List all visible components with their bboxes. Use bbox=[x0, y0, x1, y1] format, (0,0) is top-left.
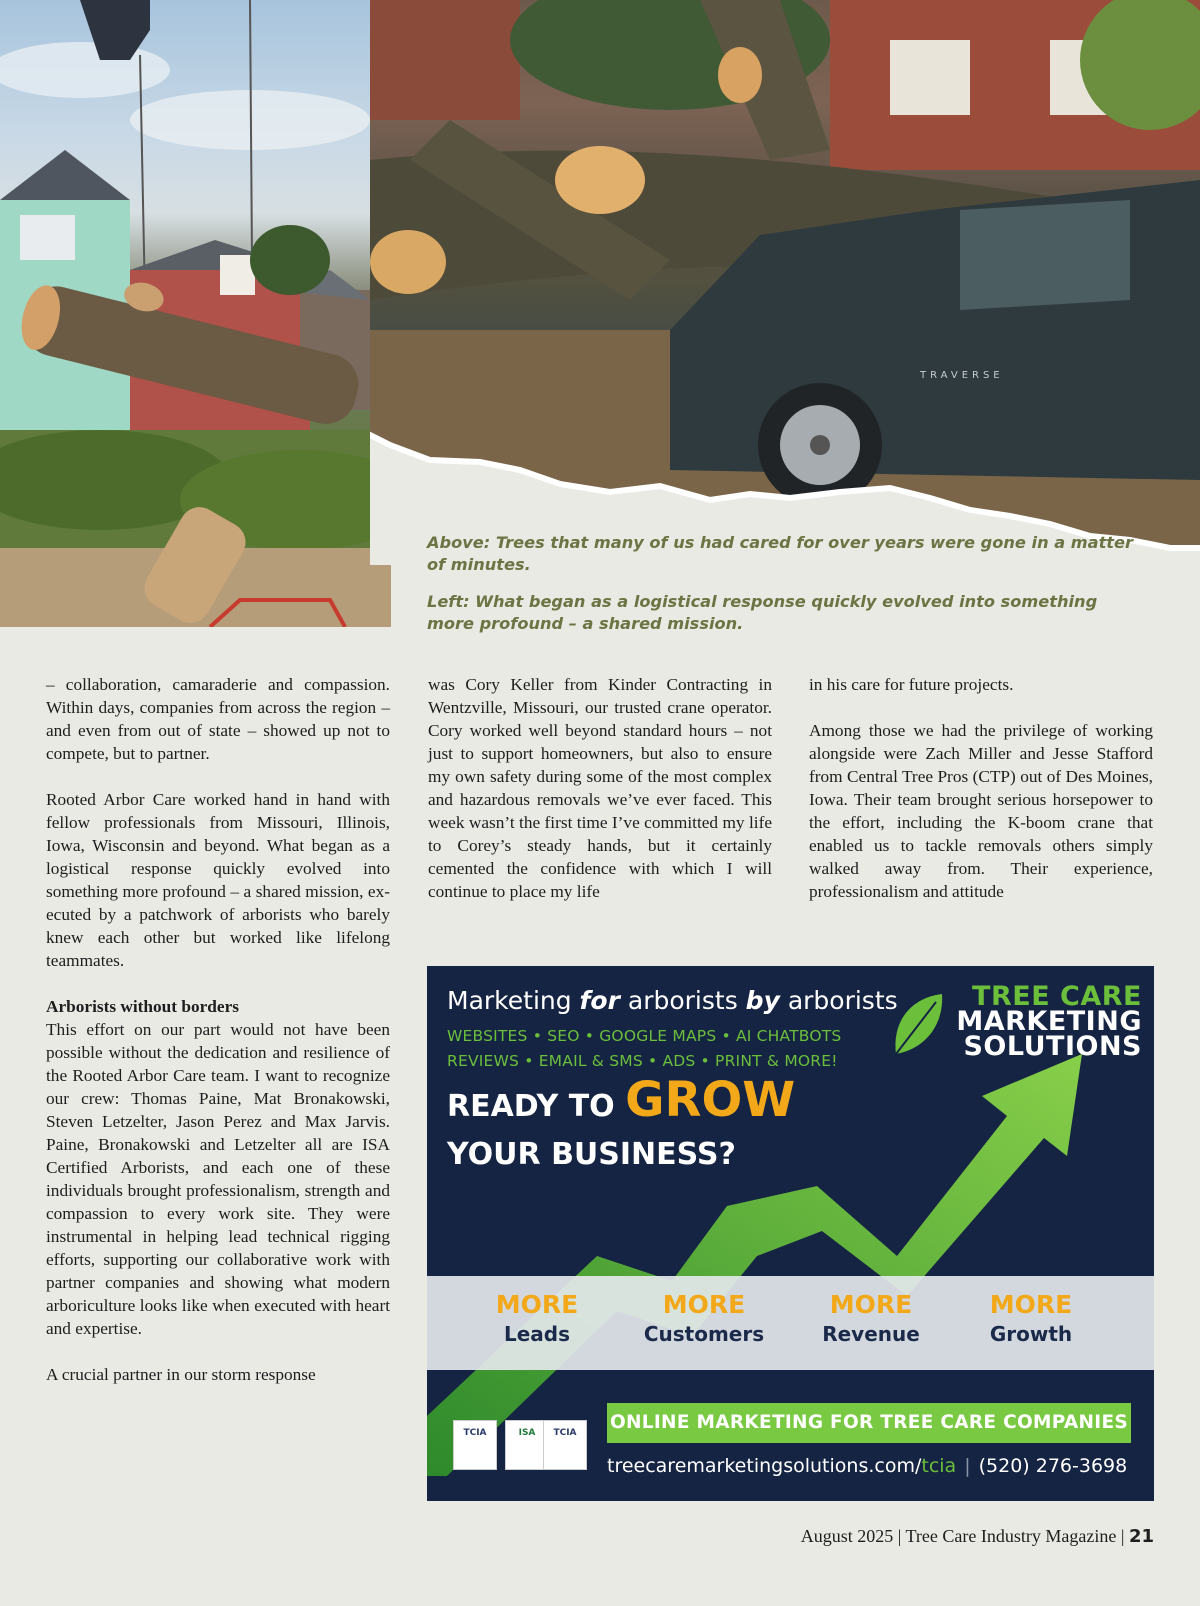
ad-services-line: REVIEWS • EMAIL & SMS • ADS • PRINT & MORE! bbox=[447, 1052, 838, 1070]
ad-headline-line2: YOUR BUSINESS? bbox=[447, 1137, 736, 1172]
tcia-accredited-badge-icon: TCIA bbox=[543, 1420, 587, 1470]
paragraph: was Cory Keller from Kinder Contracting in Wentzville, Missouri, our trusted crane operator. Cory worked well beyond standard hours – not just to support homeowners, but also to ensure my own safety during some of the most complex and hazardous removals we’ve ever faced. This week wasn’t the first time I’ve committed my life to Corey’s steady hands, but it certainly cemented the confidence with which I will continue to place my life bbox=[428, 675, 772, 901]
ad-tagline-part: arborists bbox=[779, 986, 898, 1015]
caption-above-photo: Above: Trees that many of us had cared for over years were gone in a matter of minutes. bbox=[427, 533, 1134, 574]
ad-website-link-suffix[interactable]: tcia bbox=[921, 1455, 957, 1477]
paragraph: A crucial partner in our storm response bbox=[46, 1365, 316, 1384]
ad-tagline-part: for bbox=[579, 986, 620, 1015]
ad-headline-grow: GROW bbox=[625, 1072, 796, 1128]
ad-services-list bbox=[447, 1024, 841, 1074]
logo-line: MARKETING bbox=[956, 1006, 1142, 1037]
advertisement-tree-care-marketing[interactable] bbox=[427, 966, 1154, 1501]
separator: | bbox=[964, 1455, 971, 1477]
paragraph: Among those we had the privilege of working alongside were Zach Miller and Jesse Stafford from Central Tree Pros (CTP) out of Des Moines, Iowa. Their team brought serious horsepower to the effort, including the K-boom crane that enabled us to tackle removals others simply walked away from. Their experience, professionalism and attitude bbox=[809, 721, 1153, 901]
ad-website-link[interactable]: treecaremarketingsolutions.com/ bbox=[607, 1455, 922, 1477]
ad-tagline bbox=[447, 986, 898, 1015]
article-column-2 bbox=[428, 673, 772, 926]
ad-contact-line[interactable] bbox=[607, 1452, 1127, 1480]
isa-badge-icon: ISA bbox=[505, 1420, 549, 1470]
section-subheading: Arborists without borders bbox=[46, 997, 239, 1016]
ad-cta-banner[interactable]: ONLINE MARKETING FOR TREE CARE COMPANIES bbox=[607, 1403, 1131, 1443]
car-badge-text: TRAVERSE bbox=[920, 370, 1004, 381]
paragraph: Rooted Arbor Care worked hand in hand with fellow professionals from Missouri, Illinois, Iowa, Wisconsin and beyond. What began as a logistical response quickly evolved into something more profound – a shared mission, executed by a patchwork of arborists who barely knew each other but worked like lifelong teammates. bbox=[46, 790, 390, 970]
ad-headline bbox=[447, 1072, 796, 1177]
paragraph: – collaboration, camaraderie and compassion. Within days, companies from across the region – and even from out of state – showed up not to compete, but to partner. bbox=[46, 675, 390, 763]
photo-tree-fallen-on-car-scene bbox=[370, 0, 1200, 565]
ad-services-line: WEBSITES • SEO • GOOGLE MAPS • AI CHATBOTS bbox=[447, 1027, 842, 1045]
stat-label: Customers bbox=[643, 1322, 765, 1346]
tcia-badge-icon: TCIA bbox=[453, 1420, 497, 1470]
stat-more: MORE bbox=[989, 1290, 1073, 1319]
ad-tagline-part: arborists bbox=[619, 986, 746, 1015]
paragraph: This effort on our part would not have been possible without the dedication and resilience of the Rooted Arbor Care team. I want to recognize our crew: Thomas Paine, Mat Bronakowski, Steven Letzelter, Jason Perez and Max Jarvis. Paine, Bronakowski and Letzelter all are ISA Certified Arborists, and each one of these individuals brought professionalism, strength and compassion to every work site. They were instrumental in helping lead technical rigging efforts, supporting our collaborative work with partner companies and showing what modern arboriculture looks like when executed with heart and expertise. bbox=[46, 1020, 390, 1338]
logo-line: TREE CARE bbox=[972, 981, 1142, 1012]
ad-stat-revenue bbox=[796, 1290, 946, 1348]
logo-line: SOLUTIONS bbox=[963, 1031, 1142, 1062]
ad-headline-part: READY TO bbox=[447, 1089, 626, 1124]
ad-tagline-part: by bbox=[745, 986, 780, 1015]
leaf-icon bbox=[892, 992, 946, 1058]
stat-label: Leads bbox=[503, 1322, 571, 1346]
page-footer bbox=[801, 1524, 1154, 1549]
footer-publication: August 2025 | Tree Care Industry Magazine | bbox=[800, 1526, 1129, 1546]
tree-care-marketing-logo bbox=[892, 981, 1142, 1064]
ad-phone-number[interactable]: (520) 276-3698 bbox=[978, 1455, 1128, 1477]
stat-more: MORE bbox=[495, 1290, 579, 1319]
caption-left-photo: Left: What began as a logistical response quickly evolved into something more profound – a shared mission. bbox=[427, 592, 1098, 633]
ad-stat-growth bbox=[956, 1290, 1106, 1348]
ad-tagline-part: Marketing bbox=[447, 986, 580, 1015]
photo-crane-lifting-log-scene bbox=[0, 0, 391, 627]
ad-stat-leads bbox=[462, 1290, 612, 1348]
stat-label: Growth bbox=[989, 1322, 1073, 1346]
article-column-1 bbox=[46, 673, 390, 1409]
certification-badges bbox=[453, 1420, 593, 1472]
stat-more: MORE bbox=[662, 1290, 746, 1319]
article-column-3 bbox=[809, 673, 1153, 926]
ad-stat-customers bbox=[629, 1290, 779, 1348]
paragraph: in his care for future projects. bbox=[809, 675, 1014, 694]
photo-crane-lifting-log bbox=[0, 0, 391, 627]
stat-more: MORE bbox=[829, 1290, 913, 1319]
photo-tree-fallen-on-car bbox=[370, 0, 1200, 565]
stat-label: Revenue bbox=[822, 1322, 920, 1346]
page-number: 21 bbox=[1128, 1526, 1154, 1547]
